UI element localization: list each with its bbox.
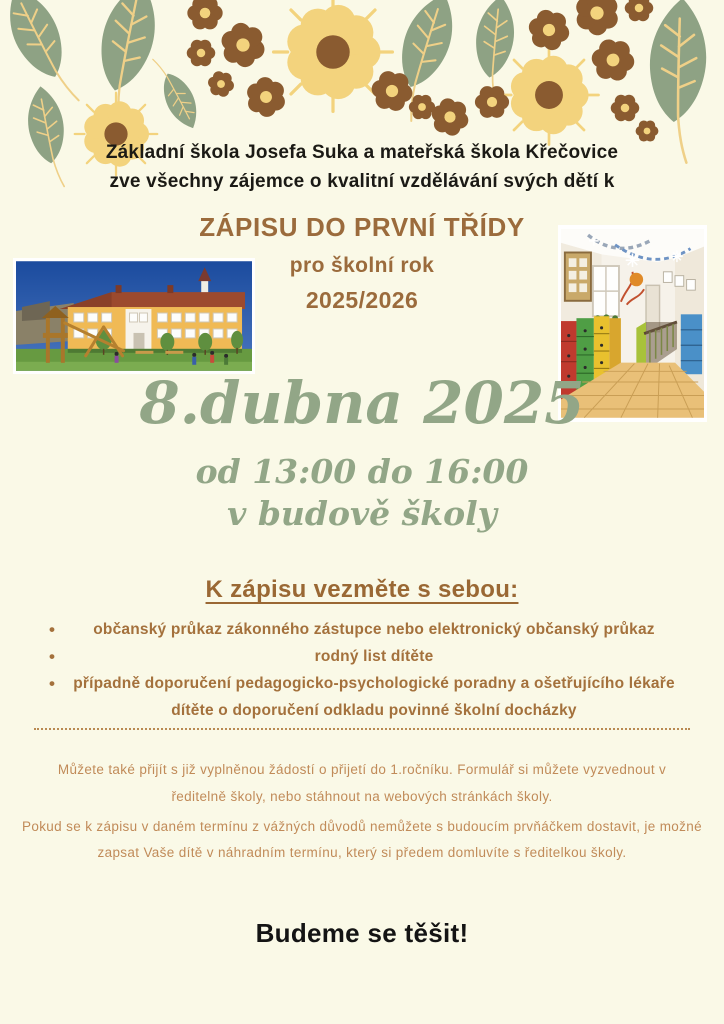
intro-text (0, 138, 724, 196)
dotted-divider (34, 728, 690, 730)
checklist (40, 616, 684, 724)
list-item (40, 616, 684, 643)
page-title: ZÁPISU DO PRVNÍ TŘÍDY (199, 212, 525, 242)
note-paragraph-1: Můžete také přijít s již vyplněnou žádostí o přijetí do 1.ročníku. Formulář si můžete vyzvednout v ředitelně školy, nebo stáhnout na webových stránkách školy. (57, 762, 667, 804)
intro-line1: Základní škola Josefa Suka a mateřská škola Křečovice (105, 142, 619, 163)
checklist-item-text: rodný list dítěte (314, 648, 434, 665)
list-item (40, 643, 684, 670)
intro-line2: zve všechny zájemce o kvalitní vzdělávání svých dětí k (109, 171, 615, 192)
event-place: v budově školy (227, 494, 497, 533)
bullet-icon: • (49, 674, 55, 693)
title-subtitle-1: pro školní rok (289, 254, 435, 277)
school-building-illustration (16, 261, 252, 371)
event-date: 8.dubna 2025 (139, 369, 585, 437)
note-paragraph-2: Pokud se k zápisu v daném termínu z vážných důvodů nemůžete s budoucím prvňáčkem dostavit, je možné zapsat Vaše dítě v náhradním termínu, který si předem domluvíte s ředitelkou školy. (22, 819, 702, 860)
bullet-icon: • (49, 647, 55, 666)
checklist-item-text: případně doporučení pedagogicko-psychologické poradny a ošetřujícího lékaře dítěte o doporučení odkladu povinné školní docházky (73, 675, 675, 719)
closing-text: Budeme se těšit! (255, 918, 469, 948)
bullet-icon: • (49, 620, 55, 639)
event-time: od 13:00 do 16:00 (195, 452, 529, 491)
title-subtitle-2: 2025/2026 (305, 287, 419, 313)
checklist-item-text: občanský průkaz zákonného zástupce nebo elektronický občanský průkaz (93, 621, 655, 638)
checklist-heading: K zápisu vezměte s sebou: (205, 576, 519, 603)
school-building-photo (13, 258, 255, 374)
list-item (40, 670, 684, 724)
